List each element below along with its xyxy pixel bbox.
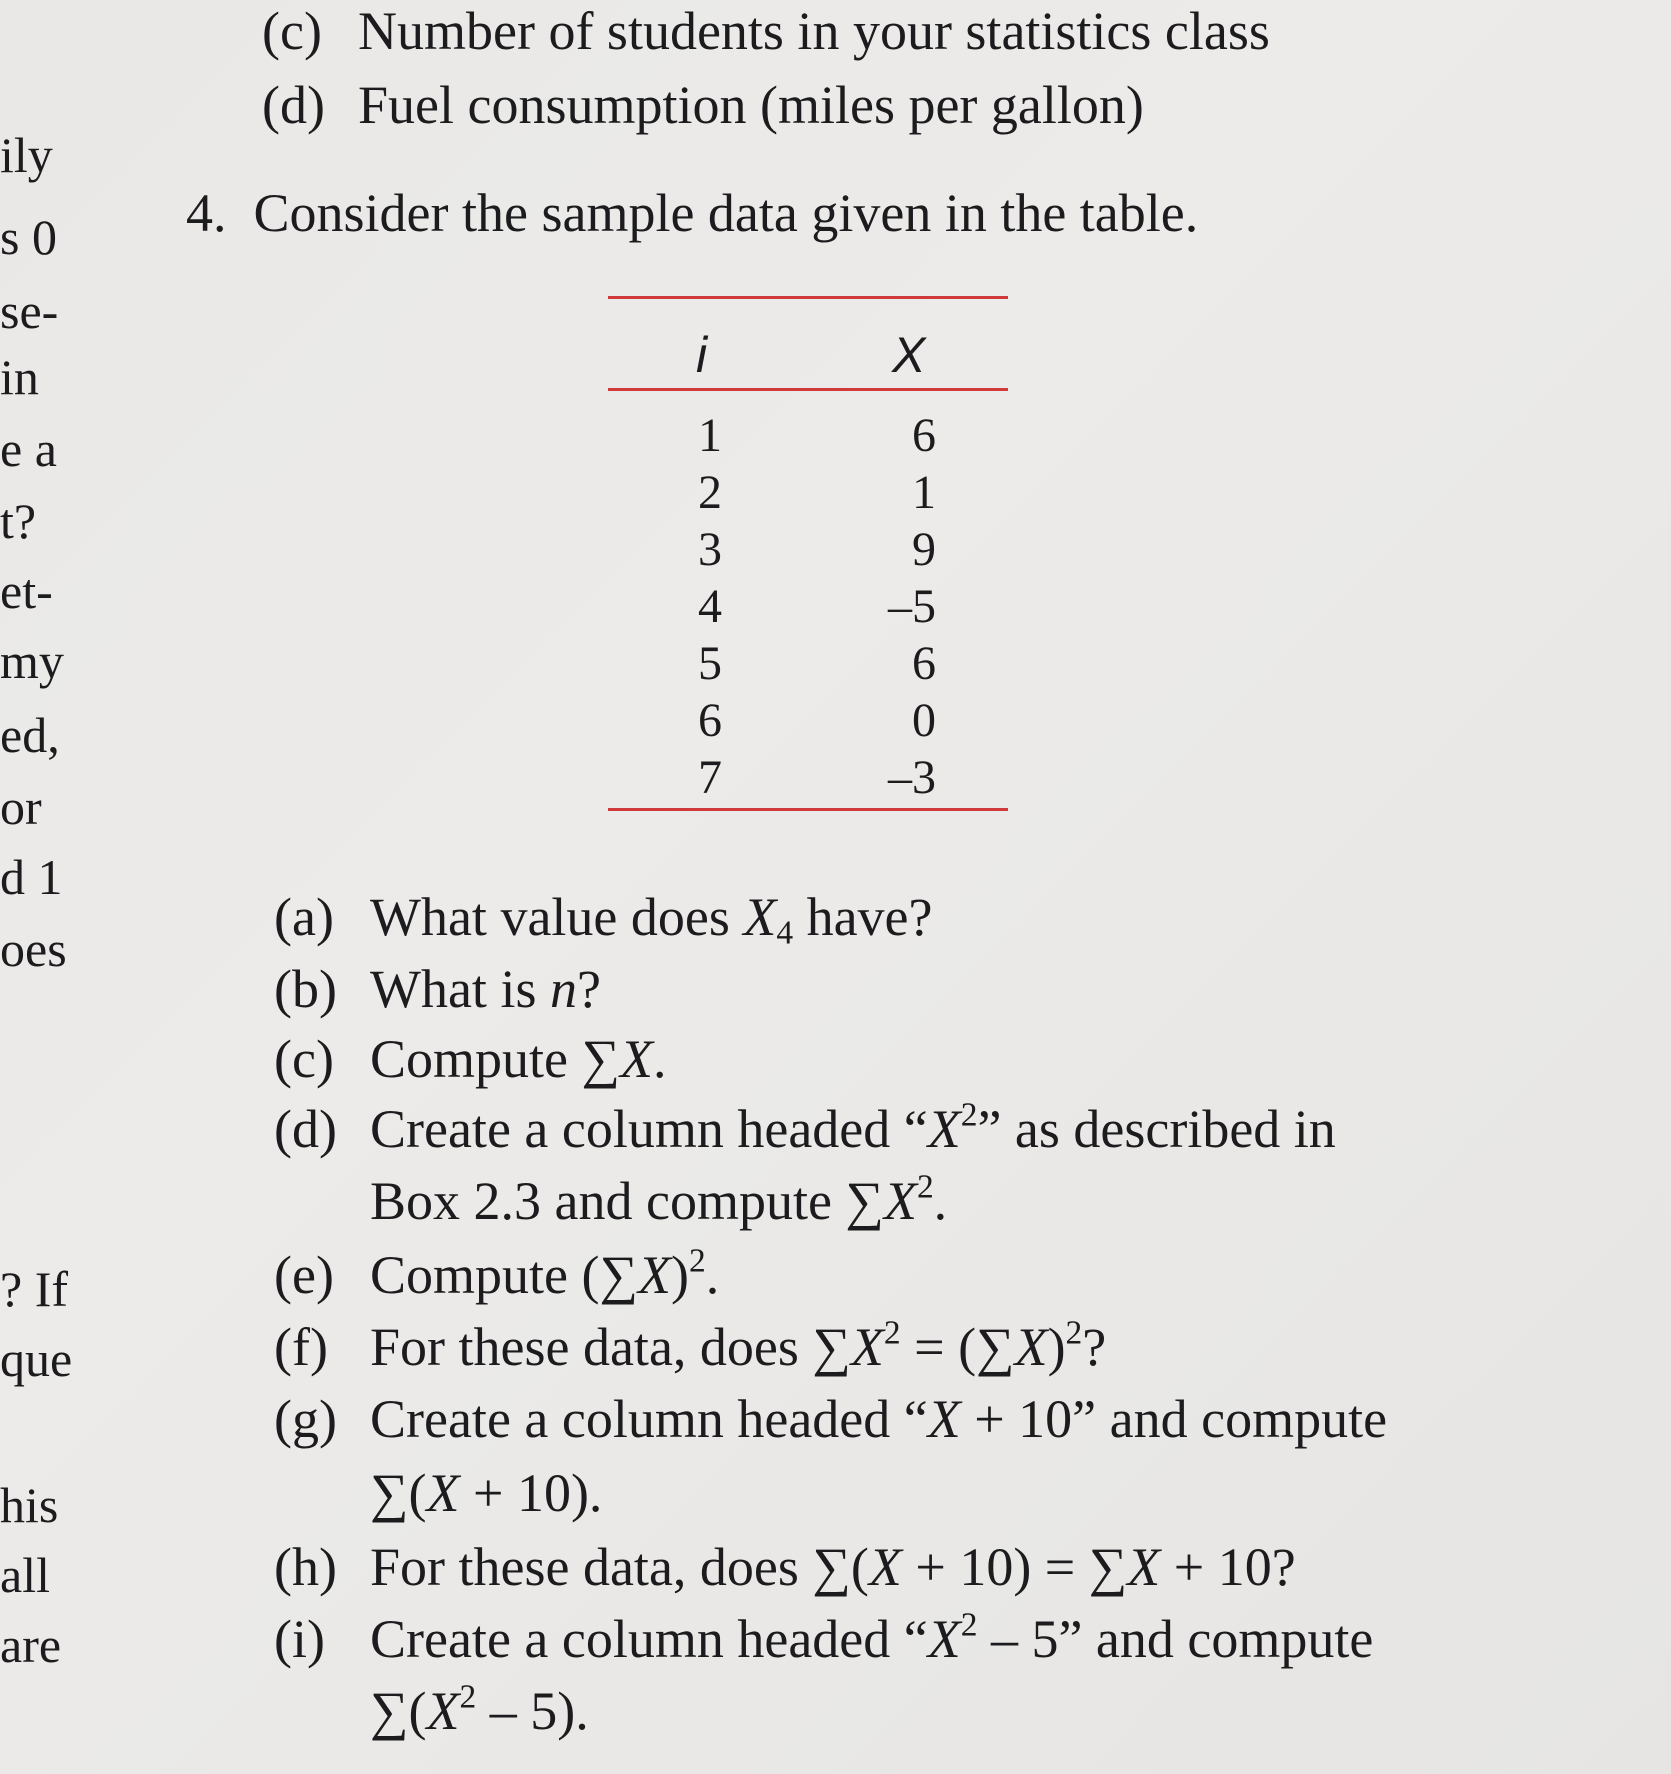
part-f: (f) For these data, does $\sum X^2 = (\sum X)^2$?	[274, 1314, 1107, 1377]
margin-fragment: se-	[0, 283, 59, 339]
margin-fragment: ? If	[0, 1261, 68, 1317]
question-number: 4.	[186, 183, 227, 243]
margin-fragment: my	[0, 633, 64, 689]
prev-item-d: (d) Fuel consumption (miles per gallon)	[262, 75, 1144, 135]
cell-i: 2	[698, 466, 722, 519]
part-b: (b) What is n?	[274, 959, 601, 1019]
part-g: (g) Create a column headed “X + 10” and compute	[274, 1389, 1388, 1449]
cell-x: 9	[912, 523, 936, 576]
cell-i: 1	[698, 409, 722, 462]
column-header-x: X	[892, 327, 926, 383]
cell-x: 0	[912, 694, 936, 747]
margin-fragment: d 1	[0, 849, 63, 905]
margin-fragment: t?	[0, 493, 37, 549]
part-a: (a) What value does $X_4$ have?	[274, 887, 933, 952]
margin-fragment: ily	[0, 127, 53, 183]
cell-x: 6	[912, 637, 936, 690]
margin-fragment: et-	[0, 563, 53, 619]
question-4	[186, 183, 1199, 243]
margin-fragment: his	[0, 1477, 59, 1533]
part-d: (d) Create a column headed “$X^2$” as described in	[274, 1096, 1336, 1159]
margin-fragment: e a	[0, 421, 57, 477]
table-header-rule	[608, 388, 1008, 391]
part-i: (i) Create a column headed “$X^2 - 5$” and compute	[274, 1606, 1374, 1669]
margin-fragment: all	[0, 1547, 50, 1603]
cell-i: 3	[698, 523, 722, 576]
table-bottom-rule	[608, 808, 1008, 811]
margin-fragment: in	[0, 349, 39, 405]
cell-x: 1	[912, 466, 936, 519]
part-c: (c) Compute ∑X.	[274, 1029, 667, 1089]
column-header-i: i	[696, 327, 708, 383]
cell-x: 6	[912, 409, 936, 462]
margin-fragment: ed,	[0, 707, 60, 763]
margin-fragment: s 0	[0, 209, 57, 265]
margin-fragment: are	[0, 1617, 62, 1673]
question-prompt: Consider the sample data given in the table.	[253, 183, 1199, 243]
part-h: (h) For these data, does ∑(X + 10) = ∑X + 10?	[274, 1537, 1296, 1597]
part-e: (e) Compute $(\sum X)^2$.	[274, 1242, 720, 1305]
cell-x: –3	[888, 751, 936, 804]
cell-i: 4	[698, 580, 722, 633]
margin-fragment: que	[0, 1331, 73, 1387]
prev-item-c: (c) Number of students in your statistics class	[262, 1, 1270, 61]
part-d-continued: Box 2.3 and compute $\sum X^2$.	[370, 1168, 948, 1231]
cell-x: –5	[888, 580, 936, 633]
margin-fragment: oes	[0, 921, 67, 977]
cell-i: 6	[698, 694, 722, 747]
part-g-continued: ∑(X + 10).	[370, 1463, 603, 1523]
cell-i: 7	[698, 751, 722, 804]
part-i-continued: $\sum(X^2 - 5)$.	[370, 1678, 589, 1741]
cell-i: 5	[698, 637, 722, 690]
margin-fragment: or	[0, 779, 42, 835]
table-top-rule	[608, 296, 1008, 299]
